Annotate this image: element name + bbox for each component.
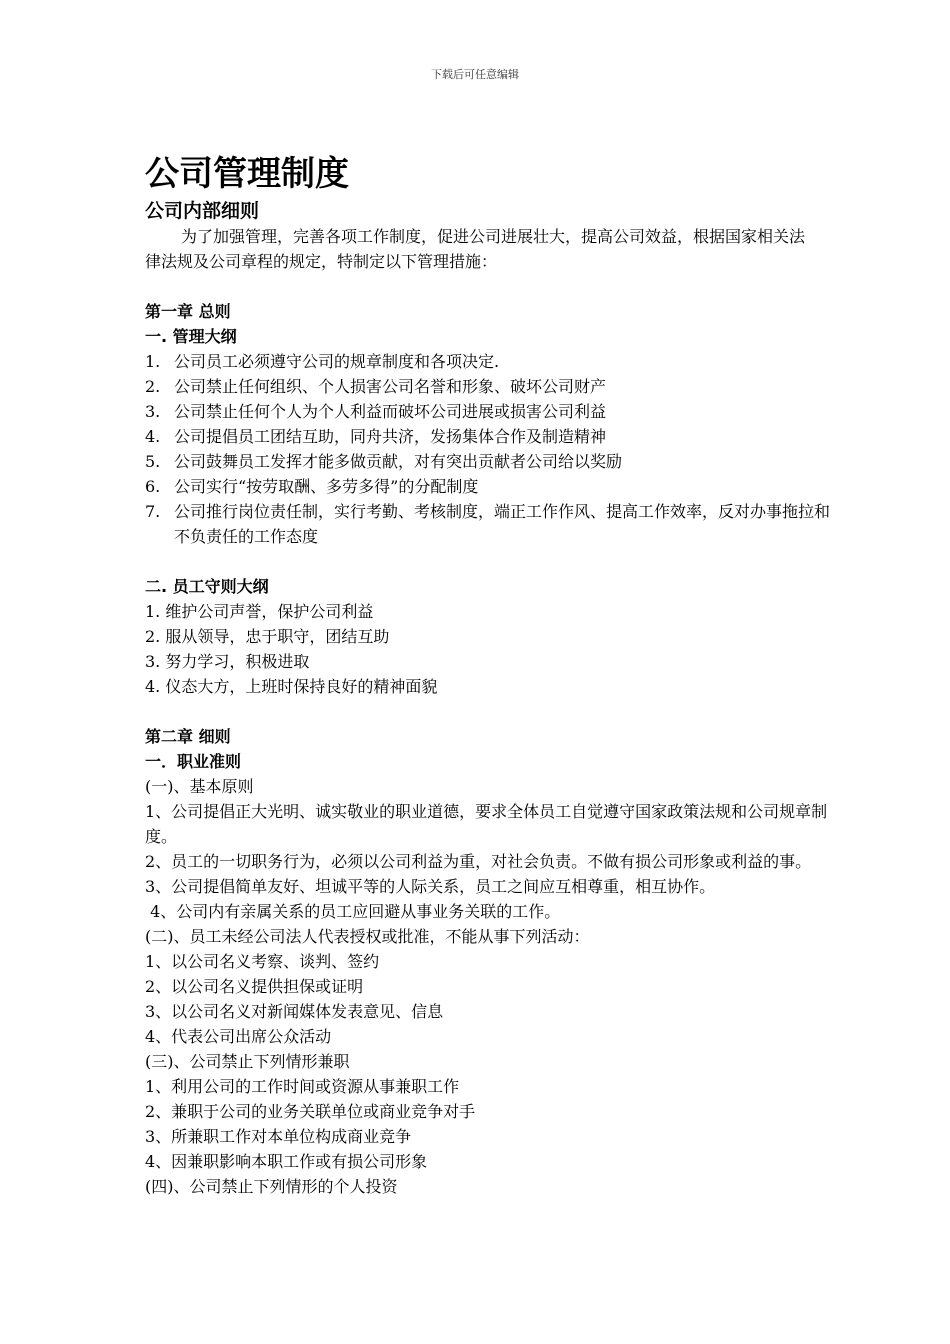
- chapter-1-title: 第一章 总则: [145, 302, 231, 321]
- paragraph-line: 1、利用公司的工作时间或资源从事兼职工作: [145, 1077, 460, 1096]
- list-item-text: 公司实行“按劳取酬、多劳多得”的分配制度: [174, 477, 479, 496]
- paragraph-line: 3、以公司名义对新闻媒体发表意见、信息: [145, 1002, 444, 1021]
- paragraph-line: 1、以公司名义考察、谈判、签约: [145, 952, 380, 971]
- paragraph-line: (一)、基本原则: [145, 777, 254, 796]
- paragraph-line: 4、因兼职影响本职工作或有损公司形象: [145, 1152, 428, 1171]
- list-item: [145, 399, 835, 424]
- list-item: [145, 449, 835, 474]
- list-item: 3. 努力学习，积极进取: [145, 652, 310, 671]
- management-outline-list: [145, 349, 835, 549]
- list-item-number: 4.: [145, 427, 161, 446]
- list-item-number: 3.: [145, 402, 161, 421]
- paragraph-line: 1、公司提倡正大光明、诚实敬业的职业道德，要求全体员工自觉遵守国家政策法规和公司规章制度。: [145, 802, 828, 846]
- list-item-number: 1.: [145, 352, 161, 371]
- paragraph-line: 3、公司提倡简单友好、坦诚平等的人际关系，员工之间应互相尊重，相互协作。: [145, 877, 716, 896]
- document-title: 公司管理制度: [145, 154, 349, 194]
- list-item-number: 2.: [145, 377, 161, 396]
- paragraph-line: (三)、公司禁止下列情形兼职: [145, 1052, 350, 1071]
- paragraph-line: 4、公司内有亲属关系的员工应回避从事业务关联的工作。: [145, 902, 561, 921]
- list-item: [145, 474, 835, 499]
- section-management-outline-heading: 一. 管理大纲: [145, 327, 237, 346]
- list-item: [145, 499, 835, 549]
- list-item-number: 7.: [145, 502, 161, 521]
- list-item-text: 公司提倡员工团结互助，同舟共济，发扬集体合作及制造精神: [174, 427, 607, 446]
- list-item: 1. 维护公司声誉，保护公司利益: [145, 602, 374, 621]
- section-professional-code-heading: 一．职业准则: [145, 752, 242, 771]
- list-item: 4. 仪态大方，上班时保持良好的精神面貌: [145, 677, 438, 696]
- paragraph-line: 2、员工的一切职务行为，必须以公司利益为重，对社会负责。不做有损公司形象或利益的事。: [145, 852, 812, 871]
- paragraph-line: 2、以公司名义提供担保或证明: [145, 977, 364, 996]
- list-item: [145, 424, 835, 449]
- paragraph-line: 3、所兼职工作对本单位构成商业竞争: [145, 1127, 412, 1146]
- paragraph-line: 4、代表公司出席公众活动: [145, 1027, 332, 1046]
- list-item: 2. 服从领导，忠于职守，团结互助: [145, 627, 390, 646]
- list-item-number: 6.: [145, 477, 161, 496]
- list-item-number: 5.: [145, 452, 161, 471]
- list-item-text: 公司推行岗位责任制，实行考勤、考核制度，端正工作作风、提高工作效率，反对办事拖拉和不负责任的工作态度: [174, 502, 831, 546]
- list-item-text: 公司员工必须遵守公司的规章制度和各项决定.: [174, 352, 500, 371]
- intro-paragraph: 为了加强管理，完善各项工作制度，促进公司进展壮大，提高公司效益，根据国家相关法律法规及公司章程的规定，特制定以下管理措施：: [145, 227, 806, 271]
- document-body: [145, 150, 835, 1199]
- paragraph-line: (四)、公司禁止下列情形的个人投资: [145, 1177, 398, 1196]
- paragraph-line: 2、兼职于公司的业务关联单位或商业竞争对手: [145, 1102, 476, 1121]
- list-item-text: 公司禁止任何个人为个人利益而破坏公司进展或损害公司利益: [174, 402, 607, 421]
- document-subtitle: 公司内部细则: [145, 200, 260, 222]
- list-item-text: 公司鼓舞员工发挥才能多做贡献，对有突出贡献者公司给以奖励: [174, 452, 623, 471]
- header-note: 下载后可任意编辑: [431, 68, 519, 81]
- list-item-text: 公司禁止任何组织、个人损害公司名誉和形象、破坏公司财产: [174, 377, 607, 396]
- list-item: [145, 374, 835, 399]
- section-employee-code-heading: 二. 员工守则大纲: [145, 577, 269, 596]
- chapter-2-title: 第二章 细则: [145, 727, 231, 746]
- paragraph-line: (二)、员工未经公司法人代表授权或批准，不能从事下列活动：: [145, 927, 590, 946]
- list-item: [145, 349, 835, 374]
